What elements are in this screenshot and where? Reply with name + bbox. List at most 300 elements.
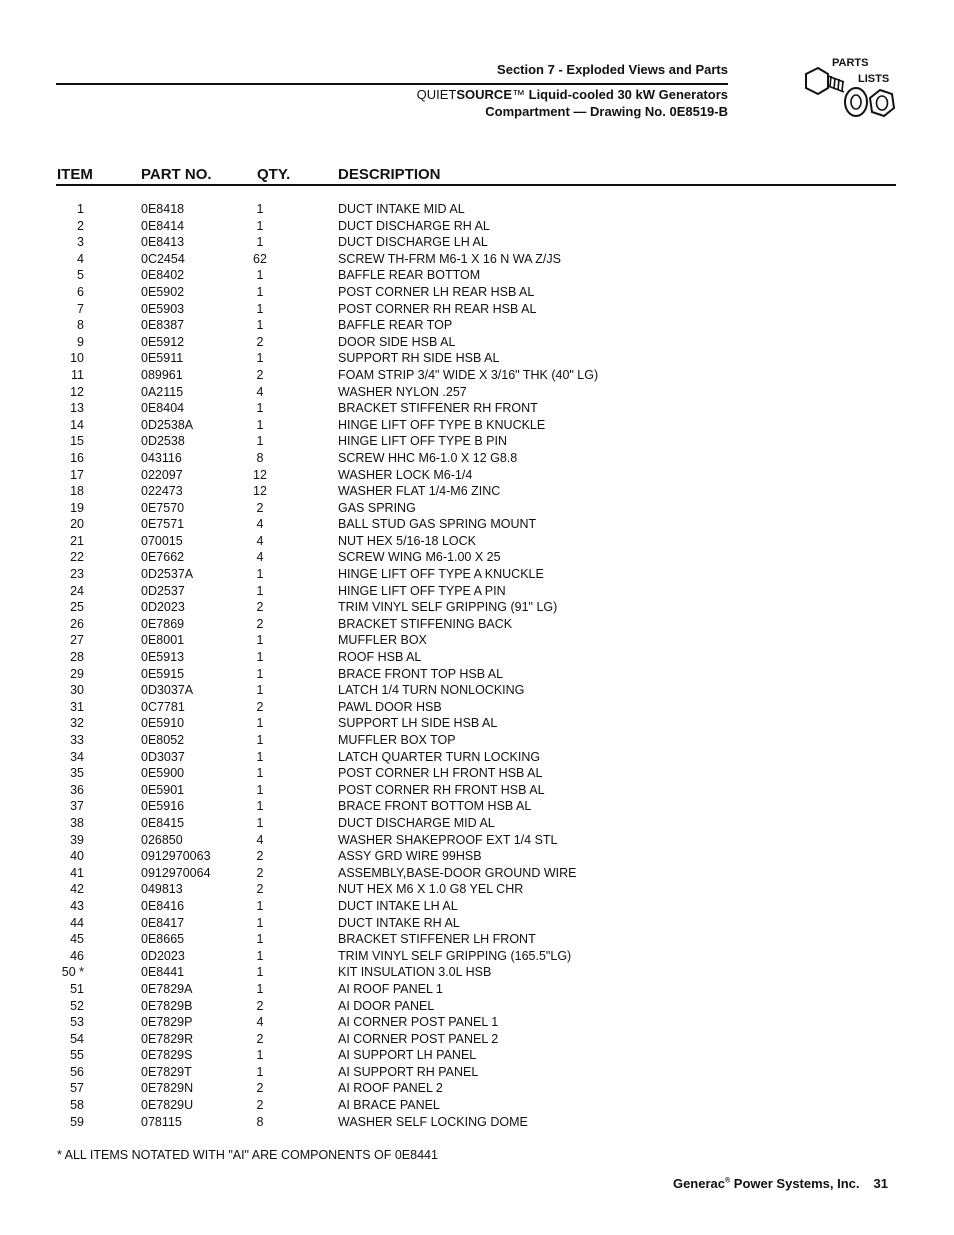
part-number: 0D2537 [141,583,185,598]
part-number: 0E8665 [141,932,185,947]
quantity: 1 [256,799,264,814]
item-number: 45 [70,932,84,947]
quantity: 2 [256,1098,264,1113]
quantity: 4 [256,517,264,532]
table-row [0,599,954,616]
part-number: 0E8415 [141,815,185,830]
logo-lists-text: LISTS [858,73,890,85]
description: SCREW TH-FRM M6-1 X 16 N WA Z/JS [338,251,561,266]
quantity: 1 [256,268,264,283]
quantity: 8 [256,450,264,465]
table-row [0,400,954,417]
quantity: 1 [256,351,264,366]
quantity: 1 [256,284,264,299]
description: LATCH 1/4 TURN NONLOCKING [338,683,525,698]
table-row [0,881,954,898]
description: DUCT INTAKE RH AL [338,915,460,930]
part-number: 0E7829A [141,981,193,996]
part-number: 0E5913 [141,650,185,665]
item-number: 30 [70,683,84,698]
quantity: 2 [256,334,264,349]
description: PAWL DOOR HSB [338,699,442,714]
table-row [0,384,954,401]
description: AI BRACE PANEL [338,1098,440,1113]
item-number: 8 [77,318,84,333]
table-row [0,632,954,649]
part-number: 0D3037A [141,683,194,698]
item-number: 21 [70,533,84,548]
table-row [0,815,954,832]
part-number: 0E5915 [141,666,185,681]
quantity: 2 [256,367,264,382]
table-row [0,1080,954,1097]
table-row [0,234,954,251]
item-number: 28 [70,650,84,665]
table-row [0,1114,954,1131]
description: BAFFLE REAR TOP [338,318,453,333]
item-number: 2 [77,218,84,233]
brand-bold: SOURCE [456,87,512,102]
quantity: 1 [256,948,264,963]
quantity: 2 [256,849,264,864]
item-number: 55 [70,1048,84,1063]
quantity: 1 [256,782,264,797]
quantity: 2 [256,882,264,897]
part-number: 0E8416 [141,898,185,913]
item-number: 38 [70,815,84,830]
quantity: 1 [256,633,264,648]
description: KIT INSULATION 3.0L HSB [338,965,492,980]
table-row [0,201,954,218]
quantity: 1 [256,650,264,665]
product-subtitle [417,87,728,102]
item-number: 13 [70,401,84,416]
table-row [0,1047,954,1064]
item-number: 25 [70,600,84,615]
part-number: 0E5912 [141,334,185,349]
part-number: 0E8402 [141,268,185,283]
item-number: 41 [70,865,84,880]
item-number: 6 [77,284,84,299]
table-row [0,367,954,384]
description: AI CORNER POST PANEL 1 [338,1015,499,1030]
table-row [0,1064,954,1081]
part-number: 0A2115 [141,384,184,399]
item-number: 54 [70,1031,84,1046]
description: MUFFLER BOX [338,633,427,648]
quantity: 1 [256,202,264,216]
description: POST CORNER LH FRONT HSB AL [338,766,543,781]
quantity: 12 [253,467,267,482]
table-row [0,832,954,849]
quantity: 1 [256,716,264,731]
part-number: 0D2538 [141,434,185,449]
table-row [0,964,954,981]
part-number: 070015 [141,533,183,548]
description: SCREW HHC M6-1.0 X 12 G8.8 [338,450,518,465]
col-item: ITEM [57,166,93,183]
table-row [0,334,954,351]
table-row [0,284,954,301]
item-number: 40 [70,849,84,864]
brand-suffix: ™ [512,87,529,102]
part-number: 0D2538A [141,417,194,432]
description: NUT HEX 5/16-18 LOCK [338,533,477,548]
part-number: 0E5901 [141,782,185,797]
quantity: 1 [256,915,264,930]
table-row [0,549,954,566]
item-number: 42 [70,882,84,897]
table-row [0,1014,954,1031]
description: POST CORNER RH FRONT HSB AL [338,782,545,797]
item-number: 16 [70,450,84,465]
part-number: 0E7829U [141,1098,194,1113]
description: WASHER LOCK M6-1/4 [338,467,473,482]
quantity: 4 [256,1015,264,1030]
table-row [0,998,954,1015]
col-qty: QTY. [257,166,291,183]
item-number: 9 [77,334,84,349]
table-row [0,516,954,533]
item-number: 46 [70,948,84,963]
description: BALL STUD GAS SPRING MOUNT [338,517,537,532]
part-number: 0E5902 [141,284,185,299]
part-number: 0C7781 [141,699,185,714]
parts-lists-logo [800,54,900,134]
item-number: 7 [77,301,84,316]
item-number: 12 [70,384,84,399]
description: DOOR SIDE HSB AL [338,334,456,349]
quantity: 1 [256,981,264,996]
item-number: 36 [70,782,84,797]
part-number: 0E8052 [141,733,185,747]
description: WASHER FLAT 1/4-M6 ZINC [338,484,501,499]
part-number: 0E7829P [141,1015,193,1030]
table-row [0,898,954,915]
description: WASHER SELF LOCKING DOME [338,1114,528,1129]
item-number: 35 [70,766,84,781]
part-number: 0D3037 [141,749,185,764]
item-number: 1 [77,202,84,216]
table-row [0,616,954,633]
part-number: 0D2537A [141,567,194,582]
page-header [0,0,954,140]
bolt-thread-icon [828,76,844,92]
table-row [0,533,954,550]
part-number: 0E8441 [141,965,185,980]
description: DUCT DISCHARGE RH AL [338,218,490,233]
description: BRACE FRONT TOP HSB AL [338,666,504,681]
item-number: 53 [70,1015,84,1030]
table-row [0,500,954,517]
description: AI DOOR PANEL [338,998,435,1013]
quantity: 1 [256,932,264,947]
description: TRIM VINYL SELF GRIPPING (91" LG) [338,600,558,615]
table-row [0,848,954,865]
table-row [0,218,954,235]
item-number: 33 [70,733,84,747]
part-number: 0E7571 [141,517,185,532]
part-number: 026850 [141,832,183,847]
quantity: 4 [256,832,264,847]
item-number: 27 [70,633,84,648]
bolt-head-icon [806,68,828,94]
quantity: 1 [256,417,264,432]
footer-reg-mark: ® [725,1177,731,1185]
description: BRACE FRONT BOTTOM HSB AL [338,799,532,814]
item-number: 14 [70,417,84,432]
part-number: 043116 [141,450,182,465]
quantity: 1 [256,567,264,582]
item-number: 43 [70,898,84,913]
description: SCREW WING M6-1.00 X 25 [338,550,501,565]
part-number: 0E7829R [141,1031,194,1046]
quantity: 1 [256,666,264,681]
description: POST CORNER LH REAR HSB AL [338,284,535,299]
part-number: 0E7869 [141,616,185,631]
part-number: 022097 [141,467,183,482]
part-number: 0E7662 [141,550,185,565]
part-number: 022473 [141,484,183,499]
part-number: 0912970064 [141,865,211,880]
description: DUCT INTAKE MID AL [338,202,465,216]
table-row [0,433,954,450]
item-number: 3 [77,235,84,250]
footer-company: Generac [672,1176,726,1191]
part-number: 049813 [141,882,183,897]
section-title: Section 7 - Exploded Views and Parts [497,62,728,77]
item-number: 23 [70,567,84,582]
quantity: 1 [256,301,264,316]
quantity: 4 [256,533,264,548]
part-number: 0E7829T [141,1064,192,1079]
footnote: * ALL ITEMS NOTATED WITH "AI" ARE COMPONENTS OF 0E8441 [57,1148,438,1162]
item-number: 37 [70,799,84,814]
description: AI SUPPORT RH PANEL [338,1064,479,1079]
quantity: 2 [256,998,264,1013]
quantity: 1 [256,218,264,233]
page-footer [673,1176,888,1191]
description: POST CORNER RH REAR HSB AL [338,301,537,316]
quantity: 2 [256,1081,264,1096]
description: BAFFLE REAR BOTTOM [338,268,481,283]
table-row [0,798,954,815]
item-number: 5 [77,268,84,283]
description: AI CORNER POST PANEL 2 [338,1031,499,1046]
quantity: 4 [256,550,264,565]
description: WASHER NYLON .257 [338,384,467,399]
part-number: 0E8418 [141,202,185,216]
table-row [0,267,954,284]
part-number: 0E5916 [141,799,185,814]
table-row [0,699,954,716]
description: ASSEMBLY,BASE-DOOR GROUND WIRE [338,865,577,880]
table-row [0,467,954,484]
part-number: 0E5900 [141,766,185,781]
quantity: 2 [256,616,264,631]
item-number: 10 [70,351,84,366]
part-number: 0E5903 [141,301,185,316]
item-number: 51 [70,981,84,996]
table-row [0,666,954,683]
description: HINGE LIFT OFF TYPE B PIN [338,434,508,449]
table-row [0,715,954,732]
quantity: 1 [256,583,264,598]
table-row [0,782,954,799]
washer-icon [845,88,867,116]
quantity: 1 [256,434,264,449]
item-number: 32 [70,716,84,731]
table-row [0,350,954,367]
item-number: 18 [70,484,84,499]
part-number: 0E7829B [141,998,193,1013]
item-number: 15 [70,434,84,449]
part-number: 0D2023 [141,600,185,615]
part-number: 0912970063 [141,849,211,864]
quantity: 1 [256,965,264,980]
table-row [0,948,954,965]
item-number: 50 * [61,965,84,980]
quantity: 2 [256,500,264,515]
item-number: 19 [70,500,84,515]
description: AI ROOF PANEL 1 [338,981,443,996]
part-number: 089961 [141,367,183,382]
page-number: 31 [873,1176,888,1191]
description: HINGE LIFT OFF TYPE A PIN [338,583,506,598]
quantity: 12 [253,484,267,499]
part-number: 0D2023 [141,948,185,963]
part-number: 0E8001 [141,633,185,648]
footer-company-rest: Power Systems, Inc. [730,1176,860,1191]
quantity: 8 [256,1114,264,1129]
item-number: 20 [70,517,84,532]
table-row [0,749,954,766]
part-number: 0E8417 [141,915,185,930]
quantity: 1 [256,733,264,747]
table-row [0,317,954,334]
item-number: 52 [70,998,84,1013]
item-number: 17 [70,467,84,482]
item-number: 4 [77,251,84,266]
table-row [0,417,954,434]
description: NUT HEX M6 X 1.0 G8 YEL CHR [338,882,524,897]
item-number: 29 [70,666,84,681]
description: DUCT INTAKE LH AL [338,898,458,913]
description: AI SUPPORT LH PANEL [338,1048,477,1063]
description: TRIM VINYL SELF GRIPPING (165.5"LG) [338,948,572,963]
table-row [0,915,954,932]
table-row [0,1031,954,1048]
item-number: 24 [70,583,84,598]
quantity: 4 [256,384,264,399]
quantity: 1 [256,235,264,250]
quantity: 2 [256,600,264,615]
item-number: 31 [70,699,84,714]
description: BRACKET STIFFENING BACK [338,616,513,631]
item-number: 58 [70,1098,84,1113]
table-row [0,301,954,318]
description: GAS SPRING [338,500,416,515]
part-number: 0E8404 [141,401,185,416]
description: BRACKET STIFFENER RH FRONT [338,401,538,416]
description: MUFFLER BOX TOP [338,733,456,747]
description: DUCT DISCHARGE MID AL [338,815,495,830]
quantity: 2 [256,1031,264,1046]
description: AI ROOF PANEL 2 [338,1081,443,1096]
part-number: 0E5911 [141,351,184,366]
part-number: 0E5910 [141,716,185,731]
item-number: 39 [70,832,84,847]
col-description: DESCRIPTION [338,166,441,183]
item-number: 59 [70,1114,84,1129]
quantity: 62 [253,251,267,266]
quantity: 1 [256,683,264,698]
table-row [0,450,954,467]
description: HINGE LIFT OFF TYPE A KNUCKLE [338,567,544,582]
table-row [0,732,954,749]
table-row [0,865,954,882]
part-number: 0E8387 [141,318,185,333]
header-rule [56,83,728,85]
parts-table [0,201,954,1130]
quantity: 1 [256,318,264,333]
quantity: 1 [256,1064,264,1079]
item-number: 57 [70,1081,84,1096]
table-row [0,931,954,948]
table-row [0,649,954,666]
brand-prefix: QUIET [416,87,457,102]
item-number: 56 [70,1064,84,1079]
quantity: 1 [256,401,264,416]
description: DUCT DISCHARGE LH AL [338,235,488,250]
part-number: 0E8413 [141,235,185,250]
description: SUPPORT RH SIDE HSB AL [338,351,500,366]
item-number: 44 [70,915,84,930]
quantity: 1 [256,1048,264,1063]
description: BRACKET STIFFENER LH FRONT [338,932,536,947]
col-part-no: PART NO. [141,166,212,183]
part-number: 0E7829N [141,1081,194,1096]
part-number: 0E7829S [141,1048,193,1063]
description: ASSY GRD WIRE 99HSB [338,849,482,864]
item-number: 11 [71,367,84,382]
table-row [0,981,954,998]
table-row [0,765,954,782]
quantity: 2 [256,699,264,714]
part-number: 0C2454 [141,251,185,266]
drawing-title: Compartment — Drawing No. 0E8519-B [485,104,728,119]
item-number: 22 [70,550,84,565]
quantity: 2 [256,865,264,880]
quantity: 1 [256,898,264,913]
description: WASHER SHAKEPROOF EXT 1/4 STL [338,832,558,847]
table-row [0,251,954,268]
part-number: 078115 [141,1114,182,1129]
table-row [0,682,954,699]
table-row [0,583,954,600]
item-number: 26 [70,616,84,631]
logo-parts-text: PARTS [832,57,869,69]
nut-icon [870,90,894,116]
column-headers [57,166,896,186]
description: HINGE LIFT OFF TYPE B KNUCKLE [338,417,546,432]
column-header-rule [56,184,896,186]
quantity: 1 [256,815,264,830]
description: ROOF HSB AL [338,650,422,665]
quantity: 1 [256,749,264,764]
description: SUPPORT LH SIDE HSB AL [338,716,498,731]
item-number: 34 [70,749,84,764]
